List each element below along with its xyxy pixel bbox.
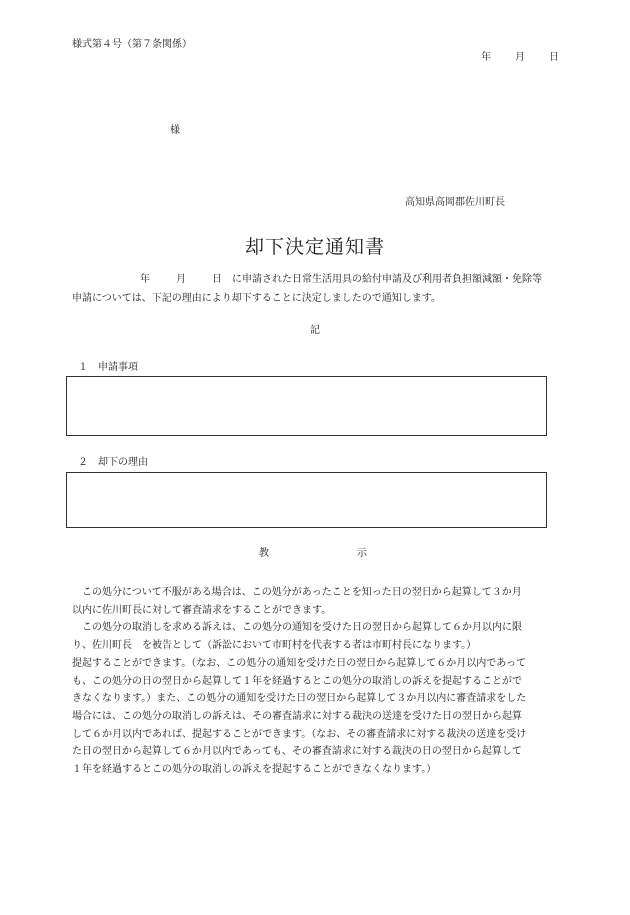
notes-line: １年を経過するとこの処分の取消しの訴えを提起することができなくなります。） xyxy=(72,764,437,776)
issuer-name: 高知県高岡郡佐川町長 xyxy=(405,197,505,208)
rejection-reason-box xyxy=(66,472,547,528)
date-year-label: 年 xyxy=(481,52,491,63)
intro-line-1 xyxy=(72,270,572,289)
section-application-items-label: １ 申請事項 xyxy=(78,362,138,373)
date-month-label: 月 xyxy=(515,52,525,63)
intro-line-1-text: に申請された日常生活用具の給付申請及び利用者負担額減額・免除等 xyxy=(232,274,542,285)
intro-year: 年 xyxy=(140,274,150,285)
ki-heading: 記 xyxy=(310,325,320,336)
document-title: 却下決定通知書 xyxy=(244,236,385,258)
appeal-instructions xyxy=(72,584,572,779)
date-day-label: 日 xyxy=(549,52,559,63)
notes-line: 場合には、この処分の取消しの訴えは、その審査請求に対する裁決の送達を受けた日の翌日から起算 xyxy=(72,710,522,722)
notes-line: この処分の取消しを求める訴えは、この処分の通知を受けた日の翌日から起算して６か月以内に限 xyxy=(72,622,522,634)
notes-line: た日の翌日から起算して６か月以内であっても、その審査請求に対する裁決の日の翌日から起算して xyxy=(72,746,522,758)
intro-line-2: 申請については、下記の理由により却下することに決定しましたので通知します。 xyxy=(72,293,441,304)
notes-line: 以内に佐川町長に対して審査請求をすることができます。 xyxy=(72,604,332,616)
notes-line: して６か月以内であれば、提起することができます。（なお、その審査請求に対する裁決の送達を受け xyxy=(72,728,527,740)
issue-date xyxy=(481,53,559,63)
notes-line: この処分について不服がある場合は、この処分があったことを知った日の翌日から起算して３か月 xyxy=(72,587,522,598)
application-items-box xyxy=(66,376,547,436)
intro-paragraph xyxy=(72,270,572,308)
instruction-heading xyxy=(259,549,367,559)
intro-day: 日 xyxy=(212,274,222,285)
recipient-honorific: 様 xyxy=(170,125,180,136)
notes-line: も、この処分の日の翌日から起算して１年を経過するとこの処分の取消しの訴えを提起することがで xyxy=(72,675,522,687)
notes-line: り、佐川町長 を被告として（訴訟において市町村を代表する者は市町村長になります。） xyxy=(72,640,477,652)
instruction-heading-char-1: 教 xyxy=(259,548,269,559)
notes-line: きなくなります。）また、この処分の通知を受けた日の翌日から起算して３か月以内に審査請求をした xyxy=(72,693,527,705)
instruction-heading-char-2: 示 xyxy=(357,548,367,559)
form-number: 様式第４号（第７条関係） xyxy=(72,39,192,50)
intro-month: 月 xyxy=(176,274,186,285)
section-rejection-reason-label: ２ 却下の理由 xyxy=(78,457,148,468)
notes-line: 提起することができます。（なお、この処分の通知を受けた日の翌日から起算して６か月以内であって xyxy=(72,657,527,669)
